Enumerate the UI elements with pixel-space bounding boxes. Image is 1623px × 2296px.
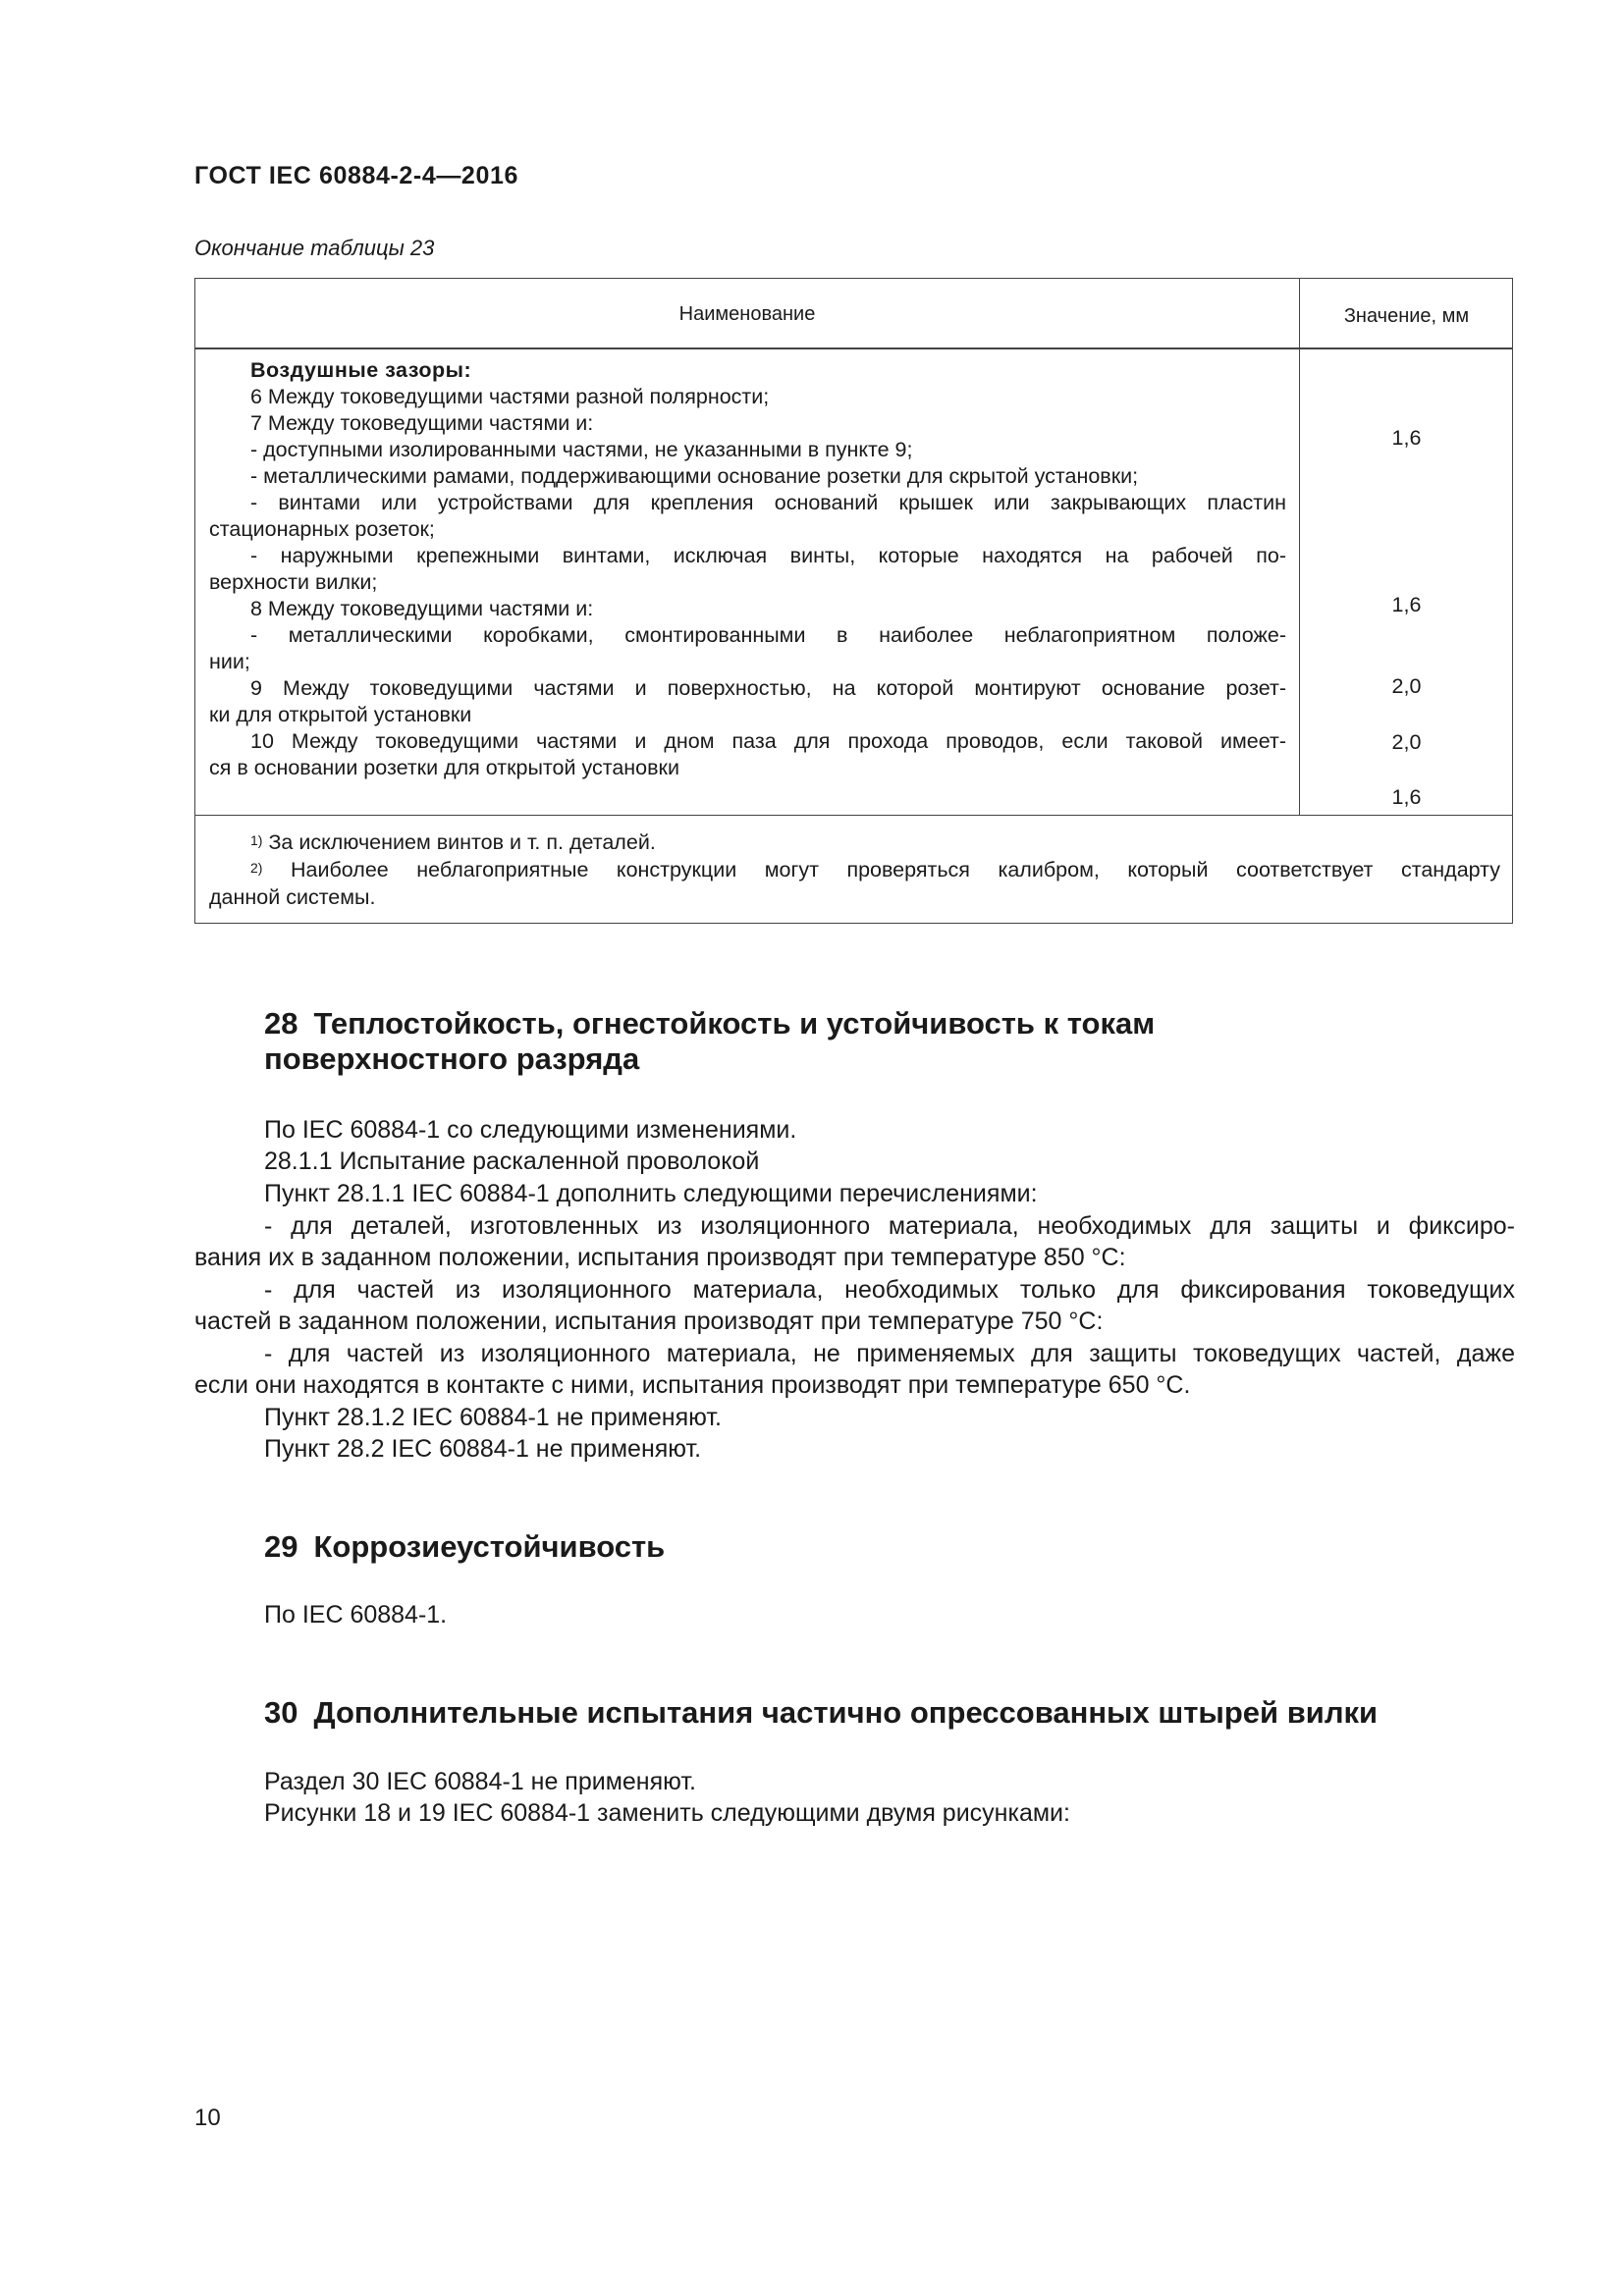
table-row: - металлическими коробками, смонтированными в наиболее неблагоприятном положе- (250, 623, 1286, 647)
table-row: - наружными крепежными винтами, исключая винты, которые находятся на рабочей по- (250, 544, 1286, 567)
table-row: 7 Между токоведущими частями и: (250, 411, 594, 435)
table-value: 2,0 (1391, 730, 1422, 754)
paragraph: Пункт 28.2 IEC 60884-1 не применяют. (264, 1435, 702, 1463)
table-row: нии; (209, 650, 250, 673)
paragraph: По IEC 60884-1. (264, 1601, 448, 1629)
table-row: - металлическими рамами, поддерживающими основание розетки для скрытой установки; (250, 464, 1139, 488)
table-body (195, 349, 1512, 815)
table-row: 6 Между токоведущими частями разной полярности; (250, 385, 770, 408)
page-number: 10 (194, 2105, 221, 2131)
section-28-title (264, 1006, 1155, 1077)
paragraph: - для частей из изоляционного материала, не применяемых для защиты токоведущих частей, даже (264, 1340, 1515, 1367)
section-29-title (264, 1529, 665, 1565)
paragraph: если они находятся в контакте с ними, испытания производят при температуре 650 °С. (194, 1371, 1191, 1399)
section-title-line: Дополнительные испытания частично опрессованных штырей вилки (313, 1695, 1379, 1730)
section-title-line: поверхностного разряда (264, 1041, 640, 1076)
footnote-text: данной системы. (209, 885, 376, 909)
paragraph: Пункт 28.1.2 IEC 60884-1 не применяют. (264, 1404, 722, 1431)
section-30-title (264, 1695, 1378, 1731)
paragraph: Раздел 30 IEC 60884-1 не применяют. (264, 1768, 696, 1795)
table-row: Воздушные зазоры: (250, 358, 472, 382)
table-footnotes (195, 815, 1512, 923)
footnote-text: За исключением винтов и т. п. деталей. (268, 830, 656, 854)
footnote-mark: 1) (250, 832, 263, 848)
table-row: 10 Между токоведущими частями и дном паза для прохода проводов, если таковой имеет- (250, 729, 1286, 753)
section-number: 30 (264, 1695, 298, 1730)
table-header (195, 279, 1512, 349)
table-row: - винтами или устройствами для крепления оснований крышек или закрывающих пластин (250, 491, 1286, 514)
paragraph: - для частей из изоляционного материала, необходимых только для фиксирования токоведущих (264, 1276, 1515, 1304)
table-row: верхности вилки; (209, 570, 378, 594)
table-value: 2,0 (1391, 674, 1422, 698)
paragraph: Рисунки 18 и 19 IEC 60884-1 заменить следующими двумя рисунками: (264, 1799, 1070, 1827)
paragraph: вания их в заданном положении, испытания производят при температуре 850 °С: (194, 1244, 1126, 1271)
footnote-mark: 2) (250, 860, 263, 876)
table-caption: Окончание таблицы 23 (194, 236, 435, 260)
table-row: стационарных розеток; (209, 517, 435, 541)
table-row: - доступными изолированными частями, не указанными в пункте 9; (250, 438, 913, 461)
clearance-table (194, 278, 1513, 924)
footnote (250, 857, 1500, 884)
paragraph: - для деталей, изготовленных из изоляционного материала, необходимых для защиты и фиксиро- (264, 1212, 1515, 1240)
paragraph: Пункт 28.1.1 IEC 60884-1 дополнить следующими перечислениями: (264, 1180, 1038, 1207)
table-row: 8 Между токоведущими частями и: (250, 597, 594, 620)
document-code: ГОСТ IEC 60884-2-4—2016 (194, 162, 518, 189)
table-value: 1,6 (1391, 785, 1422, 809)
section-number: 28 (264, 1006, 298, 1041)
column-header-value: Значение, мм (1343, 305, 1470, 327)
column-header-name: Наименование (678, 303, 816, 325)
table-row: ся в основании розетки для открытой установки (209, 756, 679, 779)
section-title-line: Теплостойкость, огнестойкость и устойчивость к токам (313, 1006, 1156, 1041)
footnote (250, 829, 656, 857)
table-row: 9 Между токоведущими частями и поверхностью, на которой монтируют основание розет- (250, 676, 1286, 700)
table-value: 1,6 (1391, 593, 1422, 616)
table-value: 1,6 (1391, 426, 1422, 450)
table-row: ки для открытой установки (209, 703, 472, 726)
paragraph: частей в заданном положении, испытания производят при температуре 750 °С: (194, 1308, 1104, 1335)
paragraph: По IEC 60884-1 со следующими изменениями. (264, 1116, 797, 1144)
footnote-text: Наиболее неблагоприятные конструкции могут проверяться калибром, который соответствует стандарту (290, 858, 1500, 881)
section-number: 29 (264, 1529, 298, 1564)
footnote (209, 884, 375, 910)
section-title-line: Коррозиеустойчивость (313, 1529, 666, 1564)
paragraph: 28.1.1 Испытание раскаленной проволокой (264, 1148, 760, 1175)
